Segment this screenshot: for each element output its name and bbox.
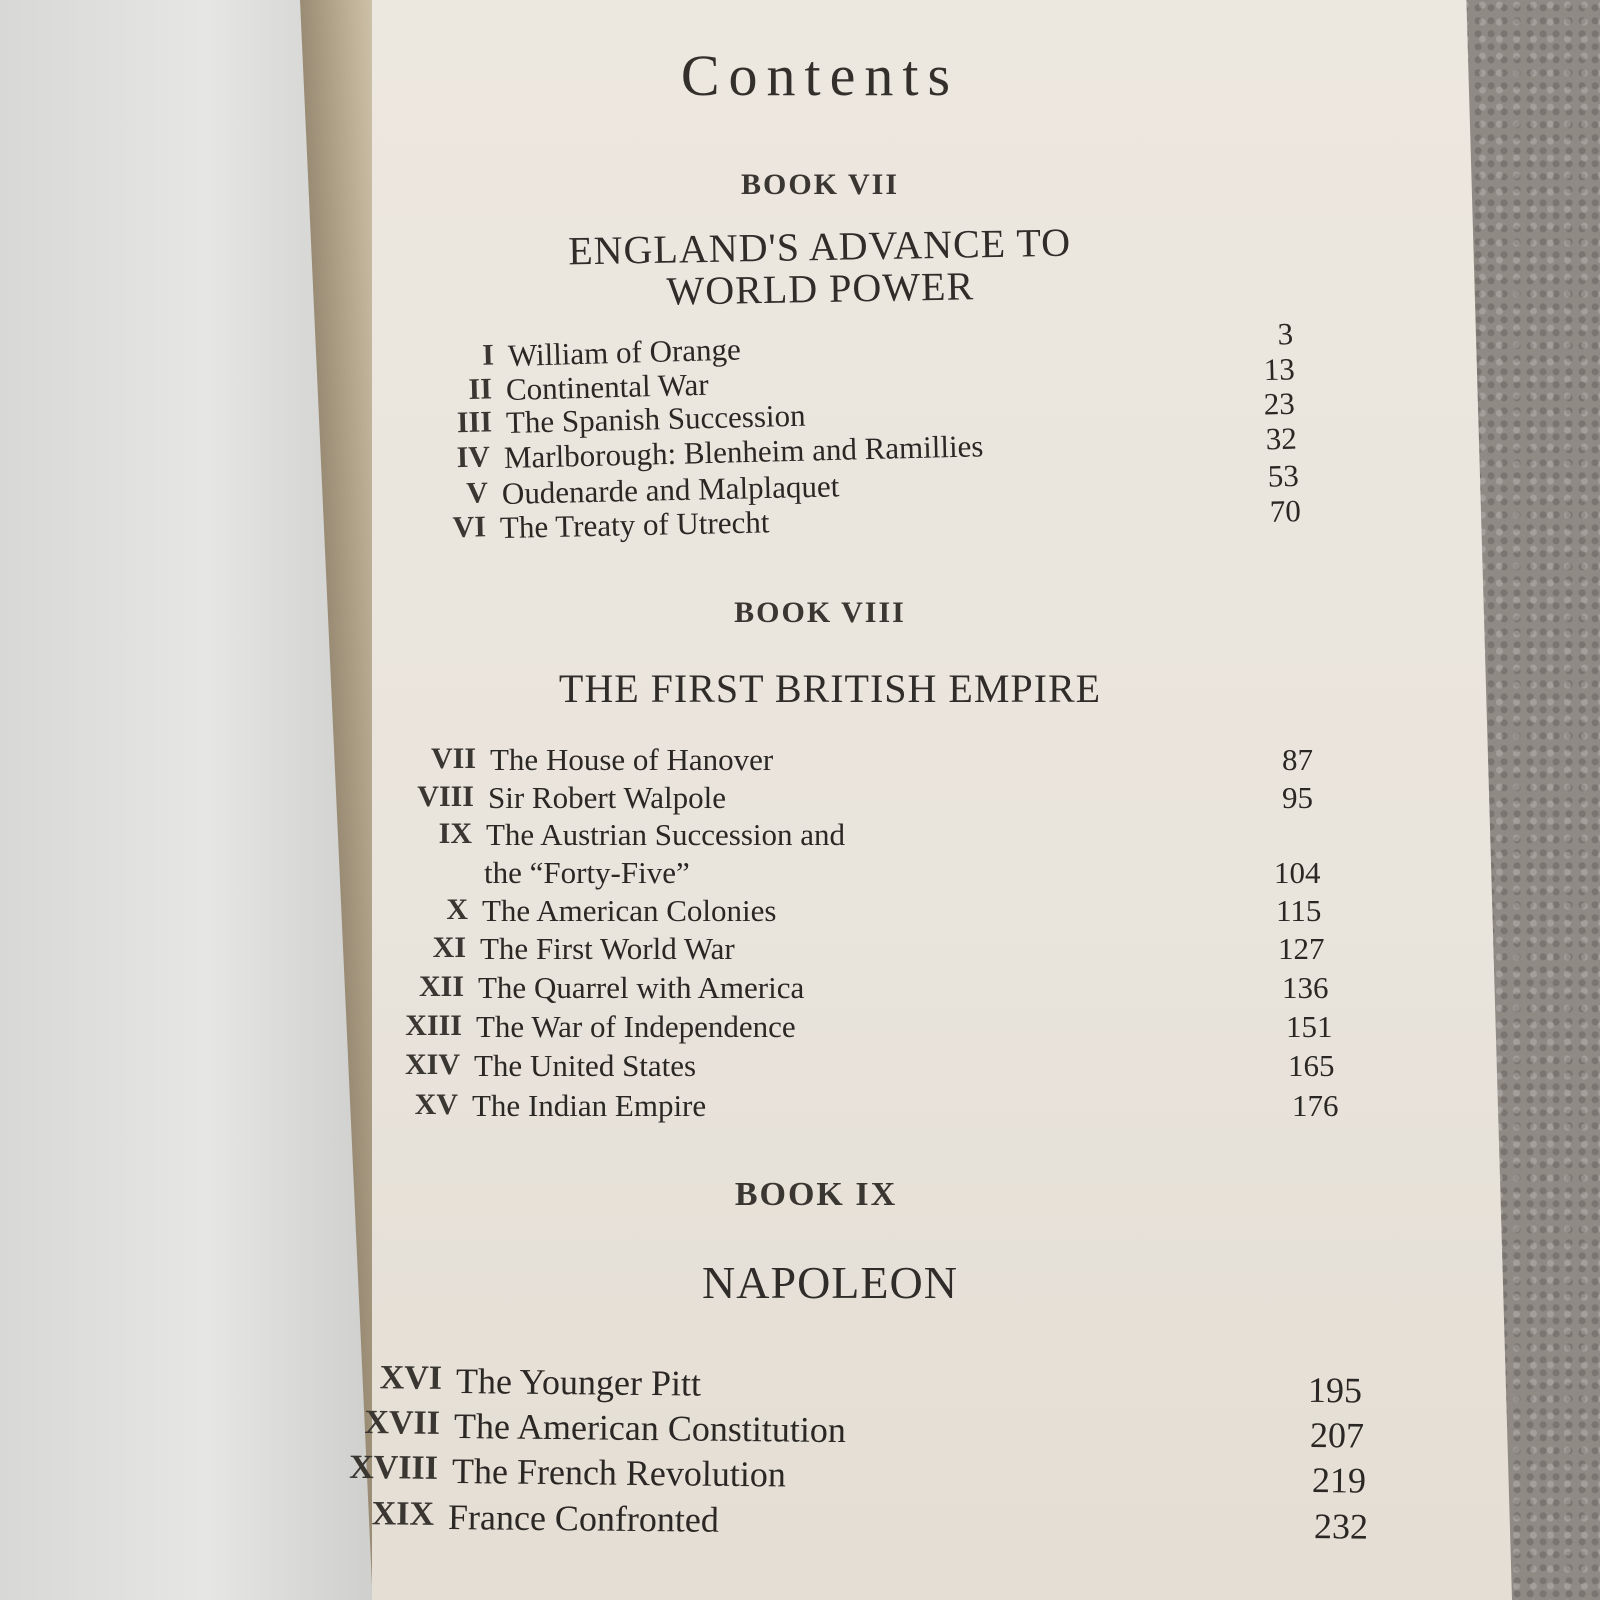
book-title-line: WORLD POWER [666,263,975,314]
chapter-number: VIII [417,780,474,813]
chapter-number: XVI [379,1359,443,1397]
chapter-title: France Confronted [447,1497,720,1540]
book-title-line: THE FIRST BRITISH EMPIRE [558,666,1102,711]
chapter-title: Marlborough: Blenheim and Ramillies [503,428,984,475]
book-title [519,221,1120,315]
chapter-title: Oudenarde and Malplaquet [501,468,840,511]
page-number: 3 [1277,316,1294,352]
page-number: 219 [1311,1460,1367,1501]
chapter-title: The Austrian Succession and [486,817,846,852]
page-number: 23 [1263,385,1296,422]
page-number: 195 [1307,1369,1363,1411]
page-number: 127 [1278,931,1325,966]
page-number: 115 [1276,893,1322,928]
chapter-title: The Younger Pitt [455,1361,702,1404]
chapter-title: The First World War [480,931,735,966]
chapter-number: XIV [404,1048,460,1081]
chapter-number: I [481,338,495,372]
chapter-title: The United States [474,1048,697,1083]
page-number: 87 [1282,742,1313,777]
chapter-title: William of Orange [507,331,742,373]
chapter-title: The French Revolution [451,1451,787,1495]
chapter-title: Sir Robert Walpole [488,780,727,815]
chapter-number: XI [432,931,466,964]
page-number: 13 [1263,351,1296,388]
chapter-title: The Quarrel with America [478,970,805,1005]
toc-row [452,493,1302,550]
chapter-number: X [446,893,468,926]
chapter-title: The War of Independence [476,1009,796,1044]
book-title-line: ENGLAND'S ADVANCE TO [567,219,1072,274]
chapter-number: III [456,405,493,440]
chapter-number: XVII [364,1404,441,1442]
page-number: 176 [1292,1088,1339,1123]
chapter-number: XVIII [349,1448,439,1487]
chapter-number: V [465,476,489,510]
chapter-number: II [468,372,493,406]
page-number: 207 [1309,1414,1365,1456]
chapter-number: XV [414,1088,458,1121]
page-number: 53 [1267,457,1300,494]
chapter-title: The House of Hanover [490,742,774,777]
book-title [470,668,1190,710]
chapter-title: Continental War [505,366,710,407]
chapter-title: the “Forty-Five” [484,855,690,890]
page-number: 70 [1269,493,1302,529]
page-number: 136 [1282,970,1329,1005]
chapter-title: The Spanish Succession [505,397,806,440]
chapter-number: IV [456,440,491,475]
chapter-number: XII [418,970,464,1003]
page-number: 95 [1282,780,1313,815]
chapter-number: VI [452,510,487,544]
page-number: 32 [1265,420,1298,457]
chapter-number: IX [438,817,472,850]
book-label: BOOK VIII [734,596,906,629]
page-number: 151 [1286,1009,1333,1044]
chapter-title: The American Constitution [453,1406,847,1451]
book-label: BOOK IX [734,1176,898,1213]
book-title-line: NAPOLEON [702,1257,958,1308]
chapter-title: The Treaty of Utrecht [499,504,770,545]
book-label: BOOK VII [741,168,899,201]
chapter-title: The Indian Empire [472,1088,707,1123]
chapter-number: XIX [371,1495,435,1533]
page-number: 165 [1288,1048,1335,1083]
page-number: 232 [1313,1506,1369,1547]
page-number: 104 [1274,855,1321,890]
chapter-number: VII [430,742,476,775]
book-title [560,1257,1100,1308]
chapter-number: XIII [405,1009,462,1042]
chapter-title: The American Colonies [482,893,777,928]
contents-title: Contents [680,43,960,108]
